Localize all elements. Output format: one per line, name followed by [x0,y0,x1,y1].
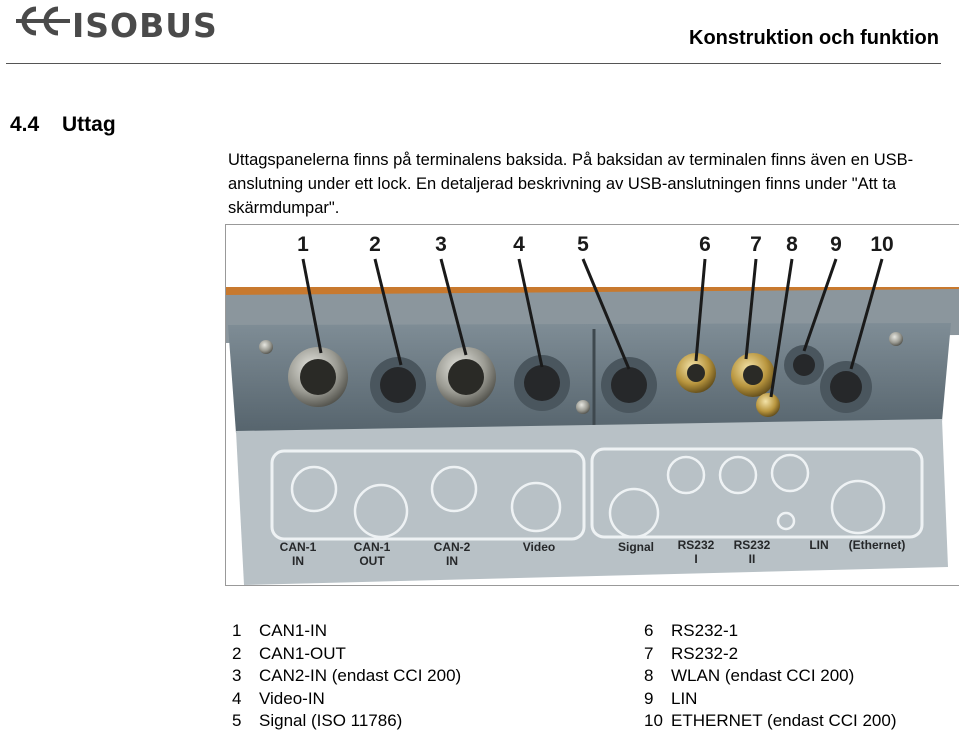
logo-text: ISOBUS [72,5,218,45]
legend-item [644,620,896,643]
panel-label-sub: OUT [359,554,385,568]
callout-number: 5 [577,233,589,256]
connector-ethernet [820,361,872,413]
legend-item-number: 4 [232,688,242,708]
panel-label-sub: II [748,552,756,566]
section-number: 4.4 [10,113,40,136]
connector-can1-out [370,357,426,413]
page-header-title: Konstruktion och funktion [689,27,939,49]
legend-item [644,643,896,666]
legend-item [644,688,896,711]
callout-number: 3 [435,233,447,256]
callout-number: 10 [870,233,894,256]
callout-number: 8 [786,233,798,256]
legend-item-label: CAN2-IN (endast CCI 200) [259,666,462,685]
legend-item-number: 1 [232,621,242,640]
callout-number: 4 [513,233,525,256]
header-divider [6,63,941,64]
panel-label: (Ethernet) [848,538,906,552]
legend-item-number: 9 [644,688,654,708]
panel-label-sub: IN [292,554,304,568]
legend-item-number: 7 [644,643,654,663]
intro-paragraph: Uttagspanelerna finns på terminalens baksida. På baksidan av terminalen finns även en USB-anslutning under ett lock. En detaljerad beskrivning av USB-anslutningen finns under "Att ta skärmdumpar". [228,151,914,217]
callout-number: 6 [699,233,711,256]
connector-rs232-2 [731,353,775,397]
section-title: Uttag [62,113,116,136]
legend-item [644,710,896,733]
legend-item-number: 6 [644,621,654,640]
connector-panel-photo [225,224,959,586]
panel-label-sub: I [694,552,698,566]
legend-item-number: 3 [232,666,242,685]
connector-panel-illustration [226,225,959,585]
cci-logo-mark-icon [14,3,72,47]
legend-item-number: 10 [644,711,663,730]
callout-number: 7 [750,233,762,256]
callout-number: 9 [830,233,842,256]
legend-item [232,688,461,711]
legend-item [232,620,461,643]
legend-item-label: CAN1-OUT [259,643,346,663]
screw-icon [576,400,590,414]
legend-column-left [232,620,461,733]
screw-icon [259,340,273,354]
panel-label: RS232 [733,538,771,552]
legend-item-label: Signal (ISO 11786) [259,711,403,730]
callout-number: 1 [297,233,309,256]
panel-label: CAN-1 [353,540,391,554]
screw-icon [889,332,903,346]
legend-column-right [644,620,896,733]
legend-item-label: WLAN (endast CCI 200) [671,666,855,685]
legend-item-number: 5 [232,711,242,730]
legend-item-label: CAN1-IN [259,621,328,640]
legend-item-number: 8 [644,666,654,685]
legend-item-number: 2 [232,643,242,663]
connector-can1-in [288,347,348,407]
section-heading [10,113,116,137]
panel-label: RS232 [677,538,715,552]
panel-label: CAN-2 [433,540,471,554]
callout-number: 2 [369,233,381,256]
legend-item [232,665,461,688]
legend-item [644,665,896,688]
cci-isobus-logo [14,6,218,44]
legend-item-label: Video-IN [259,688,325,708]
legend-item-label: RS232-1 [671,621,739,640]
legend-item-label: LIN [671,688,698,708]
legend-item-label: RS232-2 [671,643,739,663]
panel-label: Signal [617,540,655,554]
panel-label: LIN [809,538,829,552]
connector-can2-in [436,347,496,407]
panel-label: Video [522,540,556,554]
legend-item [232,710,461,733]
connector-wlan [756,393,780,417]
legend-item [232,643,461,666]
panel-label: CAN-1 [279,540,317,554]
legend-item-label: ETHERNET (endast CCI 200) [671,711,897,730]
panel-label-sub: IN [446,554,458,568]
